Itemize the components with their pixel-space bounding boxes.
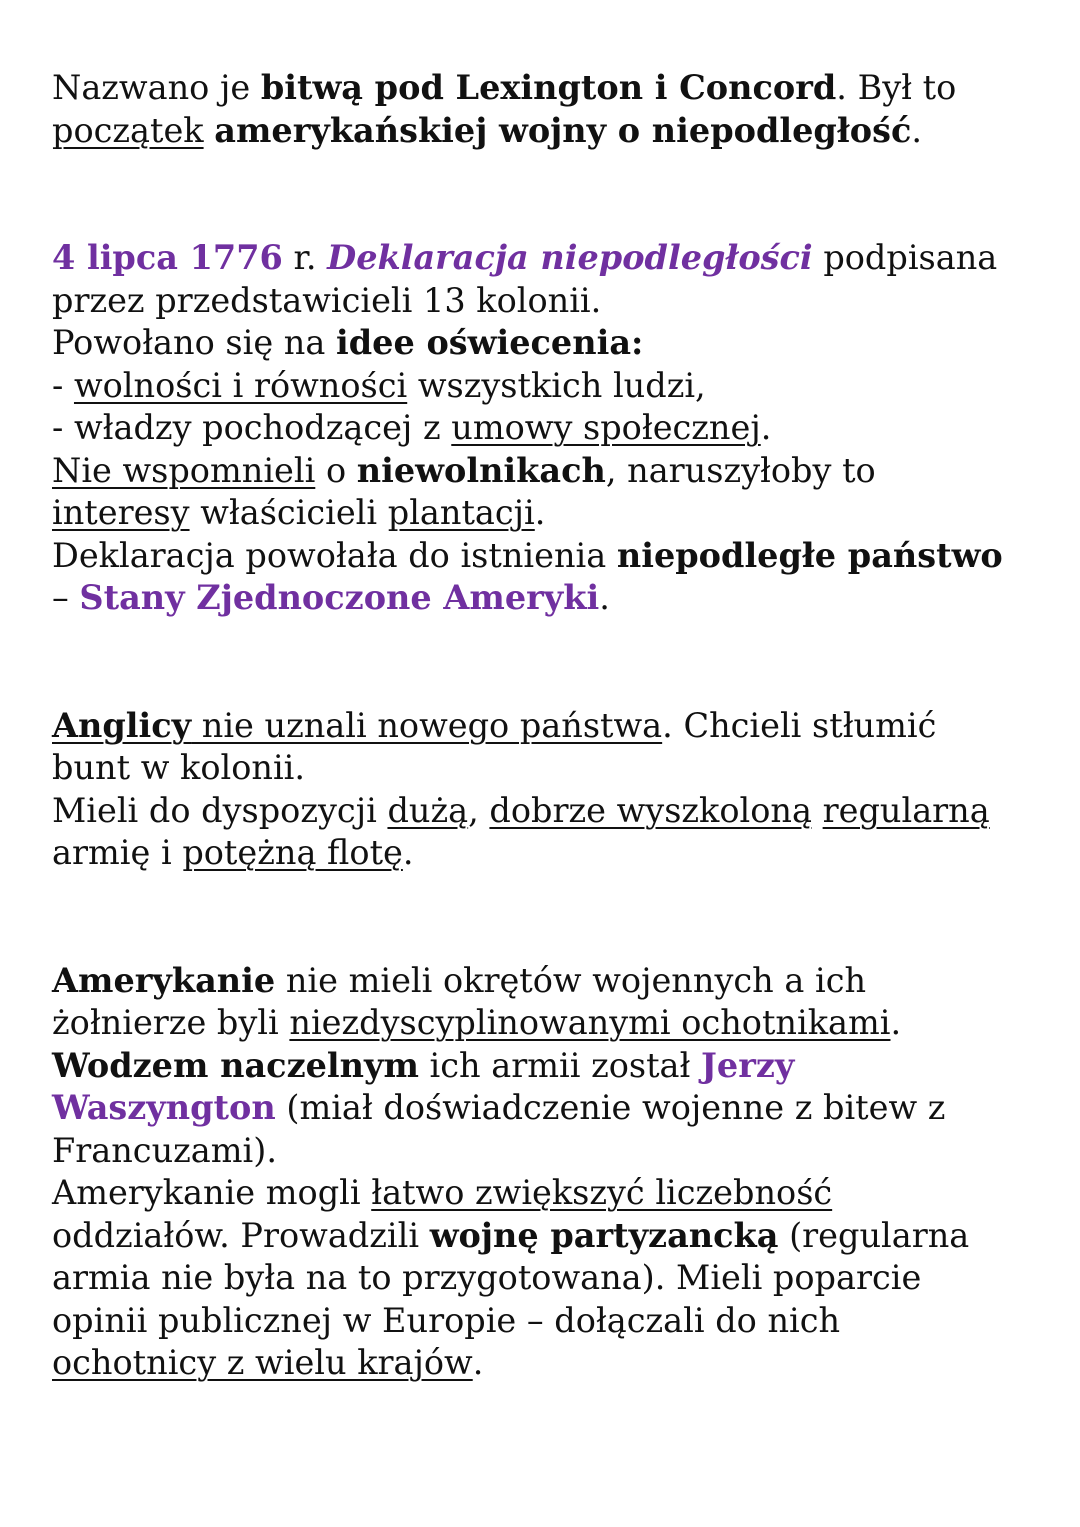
bold-term: Wodzem naczelnym <box>52 1045 419 1085</box>
paragraph-american-army <box>52 960 1040 1385</box>
text-run: wszystkich ludzi, <box>407 365 706 405</box>
text-run <box>812 790 823 833</box>
text-line <box>52 450 1040 493</box>
underlined-phrase: umowy społecznej <box>451 408 761 447</box>
text-line <box>52 110 1040 153</box>
text-line <box>52 960 1040 1003</box>
text-run: . <box>534 493 546 532</box>
paragraph-english-army <box>52 705 1040 875</box>
text-run: Deklaracja powołała do istnienia <box>52 535 617 575</box>
text-run: oddziałów. Prowadzili <box>52 1215 430 1255</box>
highlighted-term: Stany Zjednoczone Ameryki <box>79 578 600 617</box>
bold-term: niepodległe państwo <box>616 535 1003 575</box>
underlined-phrase: Nie wspomnieli <box>52 450 316 490</box>
text-line <box>52 1215 1040 1258</box>
text-line <box>52 1002 1040 1045</box>
text-run: . Chcieli stłumić <box>662 705 937 745</box>
underlined-phrase: regularną <box>822 790 990 830</box>
text-run: Powołano się na <box>52 323 336 362</box>
text-run: . Był to <box>836 68 957 107</box>
text-line <box>52 790 1040 833</box>
text-run: . <box>911 110 922 150</box>
text-run: - <box>52 365 74 405</box>
text-line <box>52 1342 1040 1385</box>
text-run: podpisana <box>812 238 998 277</box>
text-run: o <box>315 450 357 490</box>
underlined-phrase: potężną flotę <box>182 833 403 872</box>
underlined-phrase: początek <box>52 110 204 150</box>
text-line <box>52 705 1040 748</box>
bold-term: niewolnikach <box>356 450 606 490</box>
text-run: armię i <box>52 833 183 872</box>
text-run: Amerykanie mogli <box>52 1173 372 1212</box>
highlighted-name: Waszyngton <box>52 1088 276 1127</box>
underlined-phrase: dobrze wyszkoloną <box>489 790 812 830</box>
text-line <box>52 365 1040 408</box>
underlined-phrase: plantacji <box>387 493 535 532</box>
text-run: ich armii został <box>418 1045 702 1085</box>
text-run: – <box>52 578 80 617</box>
paragraph-declaration <box>52 237 1040 620</box>
text-line <box>52 1087 1040 1130</box>
text-run: przez przedstawicieli 13 kolonii. <box>52 280 602 320</box>
text-run: właścicieli <box>189 493 388 532</box>
bold-term: wojnę partyzancką <box>429 1215 779 1255</box>
underlined-phrase: łatwo zwiększyć liczebność <box>371 1173 833 1212</box>
text-line <box>52 407 1040 450</box>
underlined-phrase: ochotnicy z wielu krajów <box>52 1343 473 1382</box>
text-line <box>52 322 1040 365</box>
bold-term: Amerykanie <box>52 960 276 1000</box>
text-run: . <box>402 833 414 872</box>
text-run: . <box>472 1343 484 1382</box>
text-run: Mieli do dyspozycji <box>52 790 388 830</box>
text-run: Nazwano je <box>52 68 261 107</box>
text-run: , naruszyłoby to <box>605 450 876 490</box>
bold-term: bitwą pod Lexington i Concord <box>260 68 837 107</box>
text-line <box>52 492 1040 535</box>
text-run: . <box>760 408 772 447</box>
text-run: żołnierze byli <box>52 1003 290 1042</box>
underlined-phrase: nie uznali nowego państwa <box>191 705 663 745</box>
bold-underlined-term: Anglicy <box>52 705 192 745</box>
text-line <box>52 577 1040 620</box>
text-run: bunt w kolonii. <box>52 748 306 787</box>
text-line <box>52 535 1040 578</box>
text-run <box>204 110 215 153</box>
text-run: armia nie była na to przygotowana). Mieli poparcie <box>52 1258 922 1297</box>
underlined-phrase: wolności i równości <box>73 365 408 405</box>
text-run: opinii publicznej w Europie – dołączali do nich <box>52 1300 841 1340</box>
text-line <box>52 67 1040 110</box>
text-line <box>52 237 1040 280</box>
text-line <box>52 1172 1040 1215</box>
bold-term: amerykańskiej wojny o niepodległość <box>214 110 912 150</box>
highlighted-term: Deklaracja niepodległości <box>327 238 813 277</box>
text-line <box>52 1130 1040 1173</box>
highlighted-date: 4 lipca 1776 <box>52 238 283 277</box>
bold-term: idee oświecenia: <box>336 323 644 362</box>
text-run: . <box>599 578 610 617</box>
paragraph-lexington-concord <box>52 67 1040 152</box>
highlighted-name: Jerzy <box>701 1045 795 1085</box>
text-run: r. <box>282 238 328 277</box>
text-line <box>52 1045 1040 1088</box>
underlined-phrase: niezdyscyplinowanymi ochotnikami <box>289 1003 891 1042</box>
underlined-phrase: dużą <box>387 790 469 830</box>
underlined-phrase: interesy <box>52 493 190 532</box>
text-run: - władzy pochodzącej z <box>52 408 452 447</box>
text-line <box>52 832 1040 875</box>
text-line <box>52 747 1040 790</box>
text-run: . <box>890 1003 902 1042</box>
text-run: , <box>468 790 490 830</box>
text-run: (miał doświadczenie wojenne z bitew z <box>275 1088 946 1127</box>
text-run: nie mieli okrętów wojennych a ich <box>275 960 867 1000</box>
text-run: (regularna <box>778 1215 970 1255</box>
text-run: Francuzami). <box>52 1130 277 1170</box>
text-line <box>52 1300 1040 1343</box>
text-line <box>52 1257 1040 1300</box>
text-line <box>52 280 1040 323</box>
